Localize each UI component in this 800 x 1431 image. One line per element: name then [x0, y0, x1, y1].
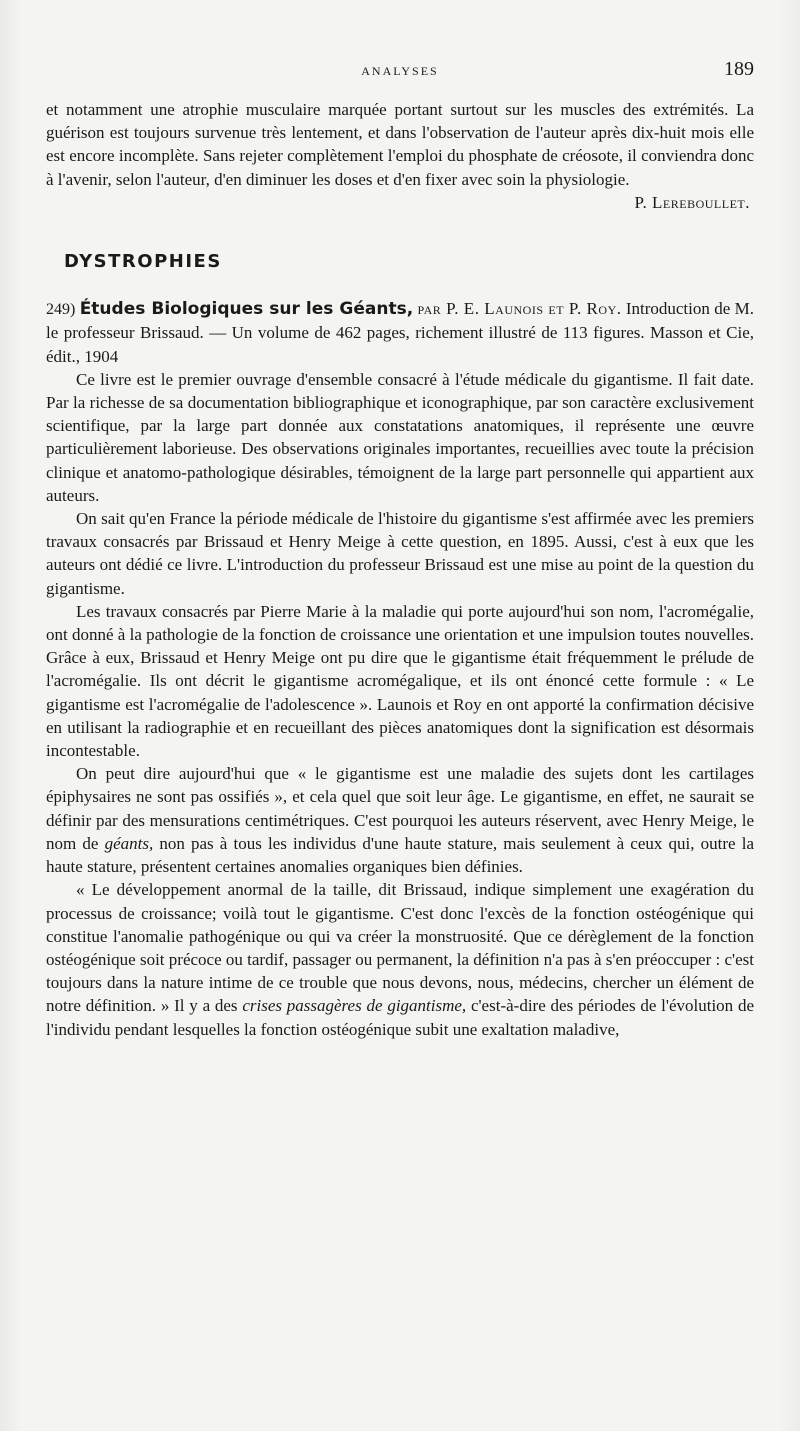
entry-number: 249) [46, 301, 76, 319]
entry-citation [46, 297, 754, 368]
paragraph: On peut dire aujourd'hui que « le gigantisme est une maladie des sujets dont les cartilages épiphysaires ne sont pas ossifiés », et cela quel que soit leur âge. Le gigantisme, en effet, ne saurait se définir par des mensurations centimétriques. C'est pourquoi les auteurs réservent, avec Henry Meige, le nom de géants, non pas à tous les individus d'une haute stature, mais seulement à ceux qui, outre la haute stature, présentent certaines anomalies organiques bien définies. [46, 764, 754, 877]
italic-term: géants, [104, 833, 154, 853]
paragraph: Ce livre est le premier ouvrage d'ensemble consacré à l'étude médicale du gigantisme. Il fait date. Par la richesse de sa documentation bibliographique et iconographique, par son caractère exclusivement scientifique, par la large part donnée aux constatations anatomiques, il représente une œuvre particulièrement laborieuse. Des observations originales importantes, recueillies avec toute la précision clinique et anatomo-pathologique désirables, témoignent de la large part personnelle qui appartient aux auteurs. [46, 369, 754, 505]
running-head: ANALYSES [361, 64, 439, 78]
page-number: 189 [724, 58, 754, 80]
page-content [46, 98, 754, 1041]
entry-authors: par P. E. Launois et P. Roy. [417, 299, 622, 319]
paragraph: On sait qu'en France la période médicale de l'histoire du gigantisme s'est affirmée avec les premiers travaux consacrés par Brissaud et Henry Meige à cette question, en 1895. Aussi, c'est à eux que les auteurs ont dédié ce livre. L'introduction du professeur Brissaud est une mise au point de la question du gigantisme. [46, 509, 754, 598]
previous-article-signature: P. Lereboullet. [634, 192, 750, 212]
italic-term: crises passagères de gigantisme, [242, 996, 467, 1016]
paragraph: « Le développement anormal de la taille, dit Brissaud, indique simplement une exagération du processus de croissance; voilà tout le gigantisme. C'est donc l'excès de la fonction ostéogénique qui constitue l'anomalie pathogénique ou qui va créer la monstruosité. Que ce dérèglement de la fonction ostéogénique soit précoce ou tardif, passager ou permanent, la définition n'a pas à s'en préoccuper : c'est toujours dans la nature intime de ce trouble que nous devons, nous, médecins, chercher un élément de notre définition. » Il y a des crises passagères de gigantisme, c'est-à-dire des périodes de l'évolution de l'individu pendant lesquelles la fonction ostéogénique subit une exaltation maladive, [46, 880, 754, 1039]
paragraph: Les travaux consacrés par Pierre Marie à la maladie qui porte aujourd'hui son nom, l'acromégalie, ont donné à la pathologie de la fonction de croissance une orientation et une impulsion toutes nouvelles. Grâce à eux, Brissaud et Henry Meige ont pu dire que le gigantisme était fréquemment le prélude de l'acromégalie. Ils ont décrit le gigantisme acromégalique, et ils ont énoncé cette formule : « Le gigantisme est l'acromégalie de l'adolescence ». Launois et Roy en ont apporté la confirmation décisive en utilisant la radiographie et en recueillant des pièces anatomiques dont la signification est désormais incontestable. [46, 601, 754, 761]
page-header [46, 58, 754, 84]
previous-article-text: et notamment une atrophie musculaire marquée portant surtout sur les muscles des extrémités. La guérison est toujours survenue très lentement, et dans l'observation de l'auteur après dix-huit mois elle est encore incomplète. Sans rejeter complètement l'emploi du phosphate de créosote, il conviendra donc à l'avenir, selon l'auteur, d'en diminuer les doses et d'en fixer avec soin la physiologie. [46, 100, 754, 189]
entry-title: Études Biologiques sur les Géants, [79, 299, 414, 320]
entry-details: Introduction de M. le professeur Brissaud. — Un volume de 462 pages, richement illustré de 113 figures. Masson et Cie, édit., 1904 [46, 299, 755, 366]
review-body [46, 368, 754, 1041]
section-heading: DYSTROPHIES [64, 251, 222, 273]
